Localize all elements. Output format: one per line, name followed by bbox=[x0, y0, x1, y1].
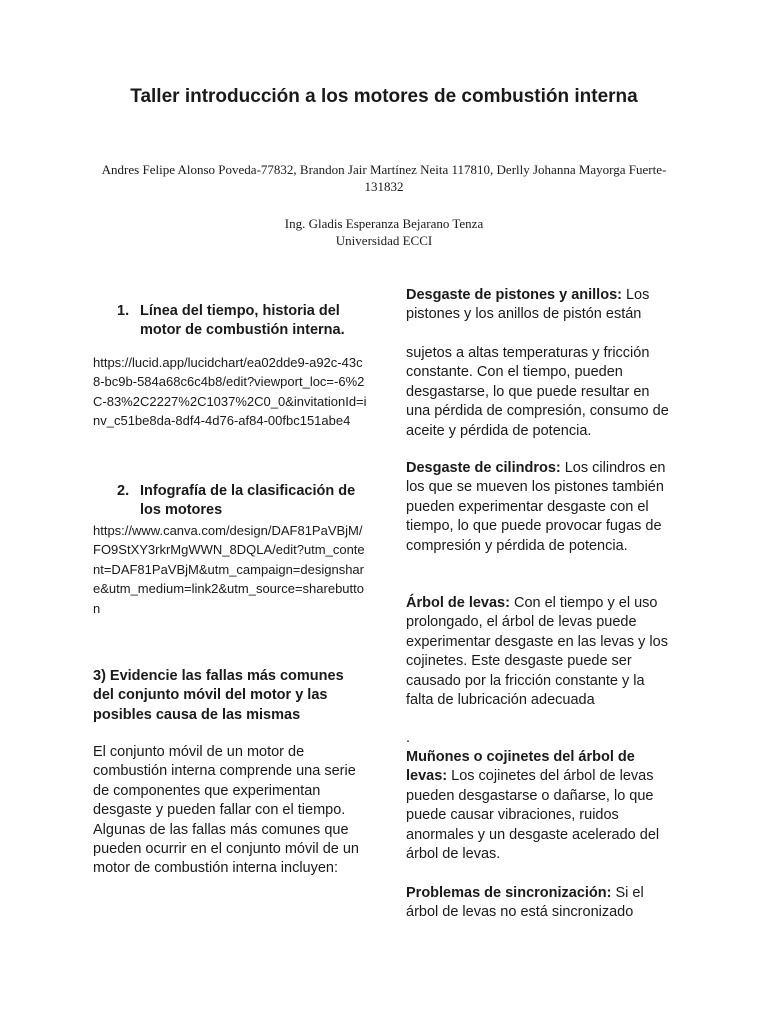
paragraph-pistones-text: Los pistones y los anillos de pistón están bbox=[406, 287, 650, 323]
paragraph-pistones-continued: sujetos a altas temperaturas y fricción constante. Con el tiempo, pueden desgastarse, lo que puede resultar en una pérdida de compresión, consumo de aceite y pérdida de potencia. bbox=[406, 345, 669, 439]
document-title: Taller introducción a los motores de combustión interna bbox=[130, 86, 638, 107]
paragraph-cilindros-label: Desgaste de cilindros: bbox=[406, 460, 561, 476]
paragraph-arbol-levas-label: Árbol de levas: bbox=[406, 595, 510, 611]
advisor-block bbox=[90, 215, 678, 249]
paragraph-sincronizacion bbox=[406, 884, 674, 923]
paragraph-pistones-label: Desgaste de pistones y anillos: bbox=[406, 287, 622, 303]
item1-number: 1. bbox=[117, 303, 130, 319]
advisor-name: Ing. Gladis Esperanza Bejarano Tenza bbox=[284, 216, 484, 231]
item2-heading: Infografía de la clasificación de los motores bbox=[140, 483, 356, 519]
item2-link[interactable]: https://www.canva.com/design/DAF81PaVBjM/FO9StXY3rkrMgWWN_8DQLA/edit?utm_content=DAF81PaVBjM&utm_campaign=designshare&utm_medium=link2&utm_source=sharebutton bbox=[93, 523, 365, 616]
paragraph-arbol-levas-dot: . bbox=[406, 730, 411, 746]
institution-name: Universidad ECCI bbox=[335, 233, 433, 248]
paragraph-sincronizacion-label: Problemas de sincronización: bbox=[406, 885, 612, 901]
paragraph-cilindros-text: Los cilindros en los que se mueven los pistones también pueden experimentar desgaste con el tiempo, lo que puede provocar fugas de compresión y pérdida de potencia. bbox=[406, 460, 666, 554]
item1-link[interactable]: https://lucid.app/lucidchart/ea02dde9-a92c-43c8-bc9b-584a68c6c4b8/edit?viewport_loc=-6%2C-83%2C2227%2C1037%2C0_0&invitationId=inv_c51be8da-8df4-4d76-af84-00fbc151abe4 bbox=[93, 355, 367, 429]
paragraph-sincronizacion-text: Si el árbol de levas no está sincronizado bbox=[406, 885, 644, 921]
section3-intro: El conjunto móvil de un motor de combustión interna comprende una serie de componentes que experimentan desgaste y pueden fallar con el tiempo. Algunas de las fallas más comunes que pueden ocurrir en el conjunto móvil de un motor de combustión interna incluyen: bbox=[93, 744, 359, 877]
section3-heading: 3) Evidencie las fallas más comunes del conjunto móvil del motor y las posibles causa de las mismas bbox=[93, 668, 344, 723]
author-list: Andres Felipe Alonso Poveda-77832, Brandon Jair Martínez Neita 117810, Derlly Johanna Mayorga Fuerte-131832 bbox=[101, 162, 667, 194]
paragraph-cilindros bbox=[406, 459, 674, 556]
paragraph-arbol-levas bbox=[406, 594, 674, 710]
paragraph-pistones bbox=[406, 286, 674, 325]
paragraph-cojinetes bbox=[406, 748, 674, 864]
item2-number: 2. bbox=[117, 483, 130, 499]
paragraph-cojinetes-label: Muñones o cojinetes del árbol de levas: bbox=[406, 749, 635, 785]
paragraph-cojinetes-text: Los cojinetes del árbol de levas pueden desgastarse o dañarse, lo que puede causar vibraciones, ruidos anormales y un desgaste acelerado del árbol de levas. bbox=[406, 768, 660, 863]
item1-heading: Línea del tiempo, historia del motor de combustión interna. bbox=[140, 303, 345, 339]
paragraph-arbol-levas-text: Con el tiempo y el uso prolongado, el árbol de levas puede experimentar desgaste en las levas y los cojinetes. Este desgaste puede ser causado por la fricción constante y la falta de lubricación adecuada bbox=[406, 595, 668, 709]
